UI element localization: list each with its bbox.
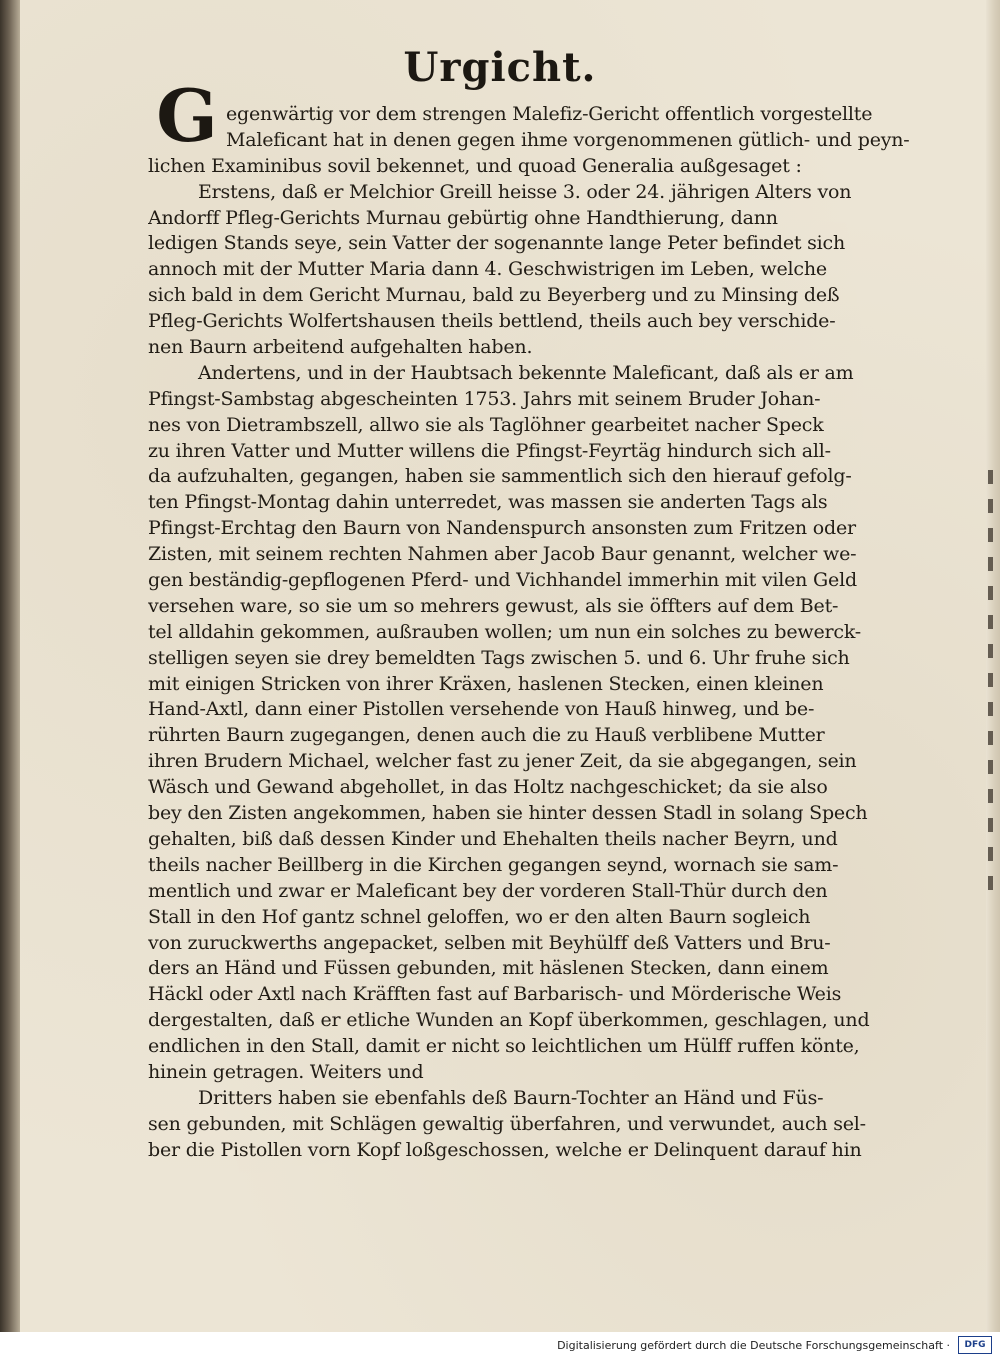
text-line: ihren Brudern Michael, welcher fast zu jener Zeit, da sie abgegangen, sein xyxy=(148,750,857,773)
text-line: da aufzuhalten, gegangen, haben sie sammentlich sich den hierauf gefolg- xyxy=(148,465,852,488)
text-line: Pfingst-Sambstag abgescheinten 1753. Jahrs mit seinem Bruder Johan- xyxy=(148,387,821,410)
document-title: Urgicht. xyxy=(403,44,597,91)
text-line: tel alldahin gekommen, außrauben wollen; um nun ein solches zu bewerck- xyxy=(148,620,862,643)
text-line: endlichen in den Stall, damit er nicht so leichtlichen um Hülff ruffen könte, xyxy=(148,1035,860,1058)
text-line: theils nacher Beillberg in die Kirchen gegangen seynd, wornach sie sam- xyxy=(148,853,839,876)
text-line: rührten Baurn zugegangen, denen auch die zu Hauß verblibene Mutter xyxy=(148,724,825,747)
text-line: ten Pfingst-Montag dahin unterredet, was massen sie anderten Tags als xyxy=(148,491,828,514)
text-line: zu ihren Vatter und Mutter willens die Pfingst-Feyrtäg hindurch sich all- xyxy=(148,439,831,462)
text-line: hinein getragen. Weiters und xyxy=(148,1060,424,1083)
text-line: von zuruckwerths angepacket, selben mit Beyhülff deß Vatters und Bru- xyxy=(148,931,831,954)
text-line: gehalten, biß daß dessen Kinder und Ehehalten theils nacher Beyrn, und xyxy=(148,827,838,850)
text-line: Stall in den Hof gantz schnel geloffen, wo er den alten Baurn sogleich xyxy=(148,905,811,928)
text-line: Andorff Pfleg-Gerichts Murnau gebürtig ohne Handthierung, dann xyxy=(148,206,778,229)
text-line: Andertens, und in der Haubtsach bekennte Maleficant, daß als er am xyxy=(198,361,854,384)
document-body xyxy=(148,102,996,1164)
text-line: stelligen seyen sie drey bemeldten Tags zwischen 5. und 6. Uhr fruhe sich xyxy=(148,646,850,669)
text-line: mentlich und zwar er Maleficant bey der vorderen Stall-Thür durch den xyxy=(148,879,828,902)
text-line: Dritters haben sie ebenfahls deß Baurn-Tochter an Händ und Füs- xyxy=(198,1086,824,1109)
text-line: Erstens, daß er Melchior Greill heisse 3. oder 24. jährigen Alters von xyxy=(198,180,852,203)
digitization-credit: Digitalisierung gefördert durch die Deutsche Forschungsgemeinschaft · xyxy=(557,1339,950,1352)
text-line: Hand-Axtl, dann einer Pistollen versehende von Hauß hinweg, und be- xyxy=(148,698,815,721)
text-line: nen Baurn arbeitend aufgehalten haben. xyxy=(148,336,533,359)
text-line: Häckl oder Axtl nach Kräfften fast auf Barbarisch- und Mörderische Weis xyxy=(148,983,842,1006)
text-line: sich bald in dem Gericht Murnau, bald zu Beyerberg und zu Minsing deß xyxy=(148,284,840,307)
text-line: egenwärtig vor dem strengen Malefiz-Gericht offentlich vorgestellte xyxy=(226,103,873,125)
text-line: ders an Händ und Füssen gebunden, mit häslenen Stecken, dann einem xyxy=(148,957,829,980)
text-line: mit einigen Stricken von ihrer Kräxen, haslenen Stecken, einen kleinen xyxy=(148,672,824,695)
text-line: ber die Pistollen vorn Kopf loßgeschossen, welche er Delinquent darauf hin xyxy=(148,1138,862,1161)
text-line: nes von Dietrambszell, allwo sie als Taglöhner gearbeitet nacher Speck xyxy=(148,413,824,436)
text-line: lichen Examinibus sovil bekennet, und quoad Generalia außgesaget : xyxy=(148,154,802,177)
text-line: Wäsch und Gewand abgehollet, in das Holtz nachgeschicket; da sie also xyxy=(148,776,828,799)
text-line: bey den Zisten angekommen, haben sie hinter dessen Stadl in solang Spech xyxy=(148,802,868,825)
dfg-logo: DFG xyxy=(958,1336,992,1354)
text-line: ledigen Stands seye, sein Vatter der sogenannte lange Peter befindet sich xyxy=(148,232,846,255)
text-line: sen gebunden, mit Schlägen gewaltig überfahren, und verwundet, auch sel- xyxy=(148,1112,866,1135)
scan-edge-left xyxy=(0,0,20,1332)
text-line: annoch mit der Mutter Maria dann 4. Geschwistrigen im Leben, welche xyxy=(148,258,827,281)
text-line: versehen ware, so sie um so mehrers gewust, als sie öffters auf dem Bet- xyxy=(148,594,839,617)
text-line: Zisten, mit seinem rechten Nahmen aber Jacob Baur genannt, welcher we- xyxy=(148,543,857,566)
drop-cap-initial: G xyxy=(156,73,218,158)
text-line: dergestalten, daß er etliche Wunden an Kopf überkommen, geschlagen, und xyxy=(148,1009,870,1032)
text-line: Maleficant hat in denen gegen ihme vorgenommenen gütlich- und peyn- xyxy=(226,128,910,151)
text-line: Pfingst-Erchtag den Baurn von Nandenspurch ansonsten zum Fritzen oder xyxy=(148,517,856,540)
text-line: Pfleg-Gerichts Wolfertshausen theils bettlend, theils auch bey verschide- xyxy=(148,310,836,333)
text-line: gen beständig-gepflogenen Pferd- und Vichhandel immerhin mit vilen Geld xyxy=(148,569,857,592)
